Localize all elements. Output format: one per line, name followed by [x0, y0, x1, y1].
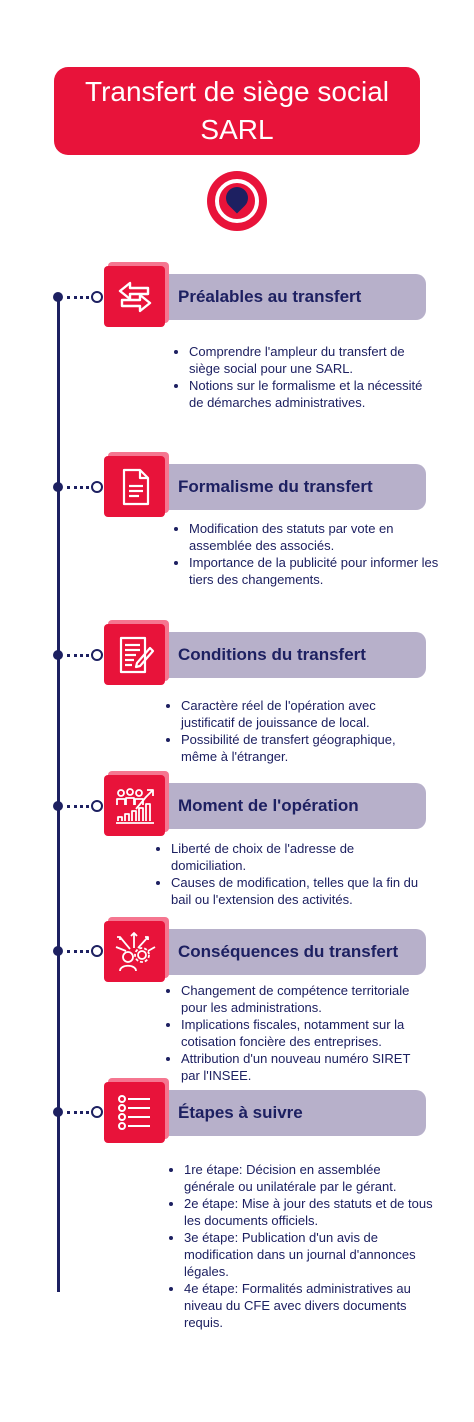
list-item: • Comprendre l'ampleur du transfert de siège social pour une SARL. — [189, 343, 439, 377]
checklist-icon — [104, 1082, 165, 1143]
list-item: • Changement de compétence territoriale pour les administrations. — [181, 982, 431, 1016]
arrows-exchange-icon — [104, 266, 165, 327]
title-banner — [54, 67, 420, 155]
list-item: • 1re étape: Décision en assemblée générale ou unilatérale par le gérant. — [184, 1161, 434, 1195]
section-list — [175, 343, 439, 411]
location-pin-icon — [207, 171, 267, 231]
section-header — [130, 632, 426, 678]
list-item: • Modification des statuts par vote en assemblée des associés. — [189, 520, 439, 554]
section-title: Conséquences du transfert — [178, 942, 399, 961]
timeline-connector — [53, 800, 105, 812]
section-header — [130, 783, 426, 829]
timeline-connector — [53, 291, 105, 303]
list-item: • 3e étape: Publication d'un avis de modification dans un journal d'annonces légales. — [184, 1229, 434, 1280]
section-header — [130, 274, 426, 320]
page-subtitle: SARL — [200, 114, 274, 145]
timeline-connector — [53, 649, 105, 661]
list-item: • Implications fiscales, notamment sur la cotisation foncière des entreprises. — [181, 1016, 431, 1050]
section-title: Préalables au transfert — [178, 287, 362, 306]
section-list — [167, 697, 431, 765]
section-list — [157, 840, 421, 908]
section-header — [130, 929, 426, 975]
section-title: Conditions du transfert — [178, 645, 366, 664]
section-header — [130, 464, 426, 510]
list-item: • Caractère réel de l'opération avec justificatif de jouissance de local. — [181, 697, 431, 731]
section-title: Formalisme du transfert — [178, 477, 373, 496]
section-title: Étapes à suivre — [178, 1103, 303, 1122]
list-item: • Causes de modification, telles que la fin du bail ou l'extension des activités. — [171, 874, 421, 908]
document-pen-icon — [104, 624, 165, 685]
section-list — [170, 1161, 434, 1331]
section-title: Moment de l'opération — [178, 796, 359, 815]
section-list — [175, 520, 439, 588]
list-item: • 2e étape: Mise à jour des statuts et de tous les documents officiels. — [184, 1195, 434, 1229]
list-item: • Importance de la publicité pour informer les tiers des changements. — [189, 554, 439, 588]
section-header — [130, 1090, 426, 1136]
timeline-line — [57, 296, 60, 1292]
list-item: • Possibilité de transfert géographique, même à l'étranger. — [181, 731, 431, 765]
section-list — [167, 982, 431, 1084]
timeline-connector — [53, 481, 105, 493]
person-gear-network-icon — [104, 921, 165, 982]
list-item: • Attribution d'un nouveau numéro SIRET par l'INSEE. — [181, 1050, 431, 1084]
page-title: Transfert de siège social — [85, 76, 389, 107]
timeline-connector — [53, 1106, 105, 1118]
list-item: • 4e étape: Formalités administratives au niveau du CFE avec divers documents requis. — [184, 1280, 434, 1331]
timeline-connector — [53, 945, 105, 957]
document-icon — [104, 456, 165, 517]
list-item: • Notions sur le formalisme et la nécessité de démarches administratives. — [189, 377, 439, 411]
people-growth-chart-icon — [104, 775, 165, 836]
list-item: • Liberté de choix de l'adresse de domiciliation. — [171, 840, 421, 874]
